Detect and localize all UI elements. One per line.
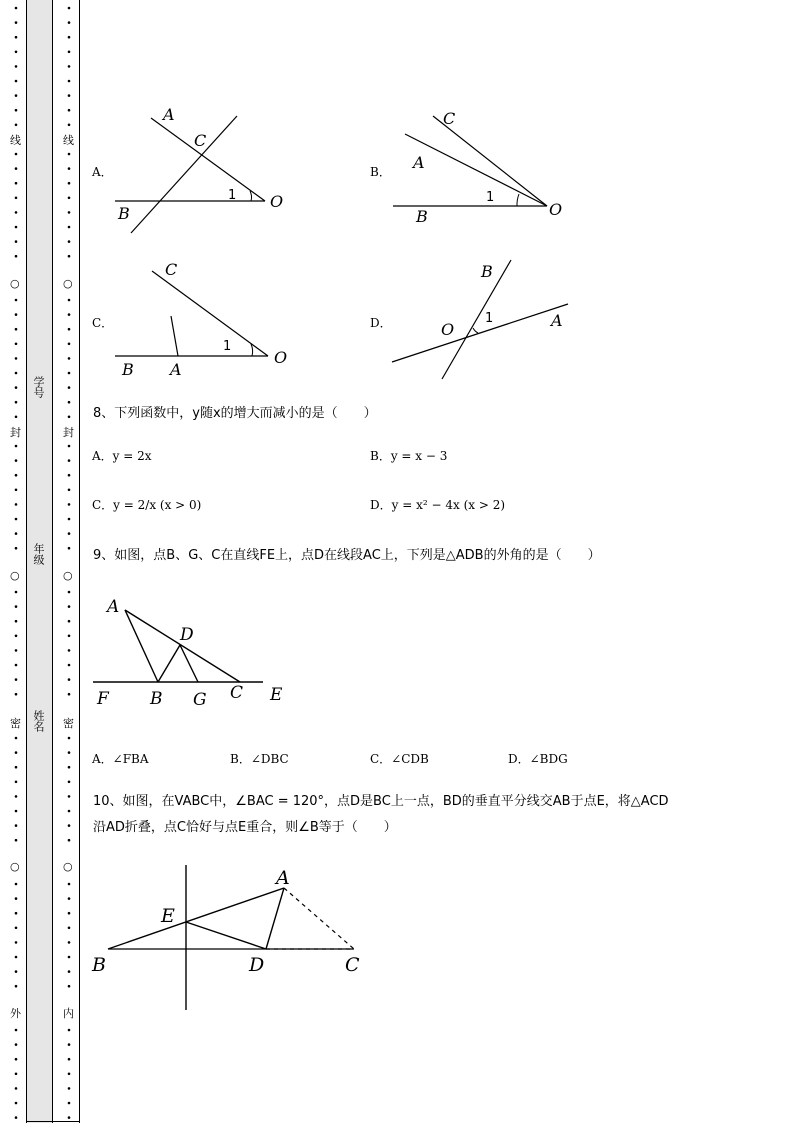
outer-char-6: ○ xyxy=(10,860,20,873)
label-b: B xyxy=(481,262,493,281)
margin-dot xyxy=(15,897,18,900)
margin-dot xyxy=(15,328,18,331)
margin-dot xyxy=(68,605,71,608)
q9-option-a: A．∠FBA xyxy=(92,752,149,766)
margin-dot xyxy=(68,503,71,506)
margin-dot xyxy=(15,970,18,973)
margin-dot xyxy=(15,386,18,389)
field-name: 姓名 xyxy=(32,710,45,732)
margin-dot xyxy=(15,1043,18,1046)
margin-dot xyxy=(15,532,18,535)
margin-dot xyxy=(68,1087,71,1090)
margin-dot xyxy=(68,474,71,477)
margin-dot xyxy=(15,21,18,24)
margin-dot xyxy=(15,635,18,638)
margin-dot xyxy=(15,883,18,886)
label-o: O xyxy=(270,192,284,211)
margin-dot xyxy=(68,357,71,360)
margin-dot xyxy=(68,824,71,827)
margin-dot xyxy=(15,839,18,842)
margin-dot xyxy=(15,299,18,302)
label-c: C xyxy=(443,109,456,128)
margin-dot xyxy=(15,240,18,243)
q7-option-c-key: C． xyxy=(92,316,114,330)
margin-dot xyxy=(15,197,18,200)
margin-dot xyxy=(15,153,18,156)
margin-dot xyxy=(15,927,18,930)
margin-dot xyxy=(15,124,18,127)
q8-option-a: A．y = 2x xyxy=(92,449,152,463)
q8-option-b: B．y = x − 3 xyxy=(370,449,448,463)
margin-dot xyxy=(68,80,71,83)
margin-dot xyxy=(15,751,18,754)
q9-stem: 9、如图，点B、G、C在直线FE上，点D在线段AC上，下列是△ADB的外角的是（ ） xyxy=(93,548,601,563)
margin-dot xyxy=(15,167,18,170)
q7-option-b-key: B． xyxy=(370,165,391,179)
margin-dot xyxy=(68,313,71,316)
q9-option-b: B．∠DBC xyxy=(230,752,289,766)
margin-dot xyxy=(68,620,71,623)
margin-dot xyxy=(68,737,71,740)
field-student-id: 学号 xyxy=(32,376,45,398)
margin-dot xyxy=(15,313,18,316)
margin-dot xyxy=(68,927,71,930)
margin-dot xyxy=(68,489,71,492)
margin-dot xyxy=(15,795,18,798)
margin-dot xyxy=(15,1073,18,1076)
margin-dot xyxy=(15,36,18,39)
label-o: O xyxy=(274,348,288,367)
margin-dot xyxy=(68,941,71,944)
margin-dot xyxy=(15,1102,18,1105)
margin-dot xyxy=(15,357,18,360)
label-c: C xyxy=(165,260,178,279)
margin-dot xyxy=(68,956,71,959)
margin-dot xyxy=(68,532,71,535)
outer-char-7: 外 xyxy=(10,1007,21,1020)
margin-dot xyxy=(68,635,71,638)
margin-dot xyxy=(15,693,18,696)
q8-stem: 8、下列函数中，y随x的增大而减小的是（ ） xyxy=(93,406,377,421)
margin-dot xyxy=(15,605,18,608)
angle-label-1: 1 xyxy=(223,339,232,354)
label-a: A xyxy=(413,153,425,172)
q9-option-d: D．∠BDG xyxy=(508,752,568,766)
margin-dot xyxy=(68,182,71,185)
margin-dot xyxy=(68,985,71,988)
label-b: B xyxy=(122,360,134,379)
label-c: C xyxy=(194,131,207,150)
margin-dot xyxy=(15,518,18,521)
q7-option-b-figure xyxy=(385,100,585,240)
label-c: C xyxy=(345,954,360,976)
margin-dot xyxy=(15,343,18,346)
q8-option-d: D．y = x² − 4x (x > 2) xyxy=(370,498,506,512)
outer-char-1: 线 xyxy=(10,134,21,147)
margin-dot xyxy=(15,459,18,462)
margin-dot xyxy=(68,839,71,842)
margin-dot xyxy=(68,649,71,652)
q7-option-c-figure xyxy=(110,255,300,385)
margin-dot xyxy=(68,211,71,214)
margin-dot xyxy=(15,985,18,988)
angle-label-1: 1 xyxy=(485,311,494,326)
margin-dot xyxy=(68,678,71,681)
inner-char-4: ○ xyxy=(63,569,73,582)
margin-dot xyxy=(68,416,71,419)
margin-dot xyxy=(68,255,71,258)
label-o: O xyxy=(549,200,563,219)
label-c: C xyxy=(230,683,244,703)
margin-dot xyxy=(15,416,18,419)
binding-margin xyxy=(0,0,82,1123)
margin-dot xyxy=(15,182,18,185)
margin-dot xyxy=(68,1073,71,1076)
q10-stem-line1: 10、如图，在VABC中，∠BAC = 120°，点D是BC上一点，BD的垂直平分线交AB于点E，将△ACD xyxy=(93,794,669,809)
margin-dot xyxy=(15,503,18,506)
margin-dot xyxy=(15,255,18,258)
label-o: O xyxy=(441,320,455,339)
margin-dot xyxy=(15,445,18,448)
margin-dot xyxy=(68,65,71,68)
q9-option-c: C．∠CDB xyxy=(370,752,429,766)
outer-char-3: 封 xyxy=(10,426,21,439)
margin-dot xyxy=(68,1116,71,1119)
margin-dot xyxy=(68,751,71,754)
margin-dot xyxy=(68,299,71,302)
margin-dot xyxy=(68,810,71,813)
margin-dot xyxy=(68,1102,71,1105)
margin-dot xyxy=(15,211,18,214)
margin-dot xyxy=(15,678,18,681)
margin-dot xyxy=(15,766,18,769)
margin-dot xyxy=(15,912,18,915)
margin-dot xyxy=(68,693,71,696)
q9-figure xyxy=(88,590,298,715)
margin-dot xyxy=(68,372,71,375)
margin-dot xyxy=(68,197,71,200)
q7-option-a-figure xyxy=(110,100,300,240)
outer-char-2: ○ xyxy=(10,277,20,290)
outer-char-4: ○ xyxy=(10,569,20,582)
label-b: B xyxy=(118,204,130,223)
margin-dot xyxy=(68,21,71,24)
margin-dot xyxy=(68,1043,71,1046)
margin-dot xyxy=(68,518,71,521)
margin-dot xyxy=(15,226,18,229)
label-a: A xyxy=(170,360,182,379)
margin-dot xyxy=(15,94,18,97)
inner-char-7: 内 xyxy=(63,1007,74,1020)
inner-char-5: 密 xyxy=(63,717,74,730)
outer-char-5: 密 xyxy=(10,717,21,730)
angle-label-1: 1 xyxy=(228,188,237,203)
margin-dot xyxy=(68,7,71,10)
margin-dot xyxy=(15,1029,18,1032)
margin-dot xyxy=(68,1058,71,1061)
margin-dot xyxy=(68,459,71,462)
margin-dot xyxy=(68,766,71,769)
margin-dot xyxy=(68,109,71,112)
margin-dot xyxy=(15,941,18,944)
margin-dot xyxy=(15,620,18,623)
margin-dot xyxy=(68,781,71,784)
margin-dot xyxy=(15,109,18,112)
margin-dot xyxy=(68,795,71,798)
margin-dot xyxy=(68,591,71,594)
label-e: E xyxy=(161,905,175,927)
margin-dot xyxy=(68,240,71,243)
margin-dot xyxy=(15,401,18,404)
margin-dot xyxy=(68,343,71,346)
margin-dot xyxy=(15,956,18,959)
label-a: A xyxy=(551,311,563,330)
margin-dot xyxy=(15,737,18,740)
margin-dot xyxy=(68,970,71,973)
margin-dot xyxy=(15,80,18,83)
margin-dot xyxy=(68,386,71,389)
margin-dot xyxy=(68,883,71,886)
margin-dot xyxy=(68,401,71,404)
margin-dot xyxy=(15,781,18,784)
q7-option-d-key: D． xyxy=(370,316,392,330)
margin-dot xyxy=(15,664,18,667)
field-grade: 年级 xyxy=(32,543,45,565)
label-e: E xyxy=(270,685,283,705)
q10-stem-line2: 沿AD折叠，点C恰好与点E重合，则∠B等于（ ） xyxy=(93,820,397,835)
margin-dot xyxy=(15,810,18,813)
label-a: A xyxy=(163,105,175,124)
margin-dot xyxy=(15,372,18,375)
inner-char-2: ○ xyxy=(63,277,73,290)
margin-dot xyxy=(68,328,71,331)
angle-label-1: 1 xyxy=(486,190,495,205)
margin-dot xyxy=(68,226,71,229)
margin-dot xyxy=(15,7,18,10)
label-a: A xyxy=(276,867,290,889)
margin-dot xyxy=(68,124,71,127)
margin-dot xyxy=(15,824,18,827)
margin-dot xyxy=(68,36,71,39)
margin-dot xyxy=(15,1087,18,1090)
margin-dot xyxy=(15,1116,18,1119)
margin-dot xyxy=(15,65,18,68)
margin-dot xyxy=(15,489,18,492)
label-b: B xyxy=(150,689,163,709)
margin-dot xyxy=(15,474,18,477)
margin-dot xyxy=(15,547,18,550)
margin-dot xyxy=(15,649,18,652)
margin-dot xyxy=(68,167,71,170)
margin-dot xyxy=(68,664,71,667)
inner-char-3: 封 xyxy=(63,426,74,439)
label-a: A xyxy=(107,597,120,617)
margin-dot xyxy=(68,897,71,900)
margin-dot xyxy=(68,94,71,97)
label-d: D xyxy=(180,625,194,645)
q8-option-c: C．y = 2/x (x > 0) xyxy=(92,498,202,512)
inner-char-6: ○ xyxy=(63,860,73,873)
q7-option-d-figure xyxy=(385,255,585,385)
label-f: F xyxy=(97,689,109,709)
q10-figure xyxy=(88,855,378,1020)
label-b: B xyxy=(92,954,106,976)
margin-dot xyxy=(68,912,71,915)
label-g: G xyxy=(193,690,207,710)
margin-dot xyxy=(68,1029,71,1032)
margin-dot xyxy=(68,445,71,448)
margin-dot xyxy=(68,153,71,156)
q7-option-a-key: A． xyxy=(92,165,113,179)
margin-dot xyxy=(68,51,71,54)
margin-dot xyxy=(15,51,18,54)
margin-dot xyxy=(15,1058,18,1061)
label-d: D xyxy=(249,954,265,976)
margin-dot xyxy=(15,591,18,594)
label-b: B xyxy=(416,207,428,226)
margin-dot xyxy=(68,547,71,550)
inner-char-1: 线 xyxy=(63,134,74,147)
